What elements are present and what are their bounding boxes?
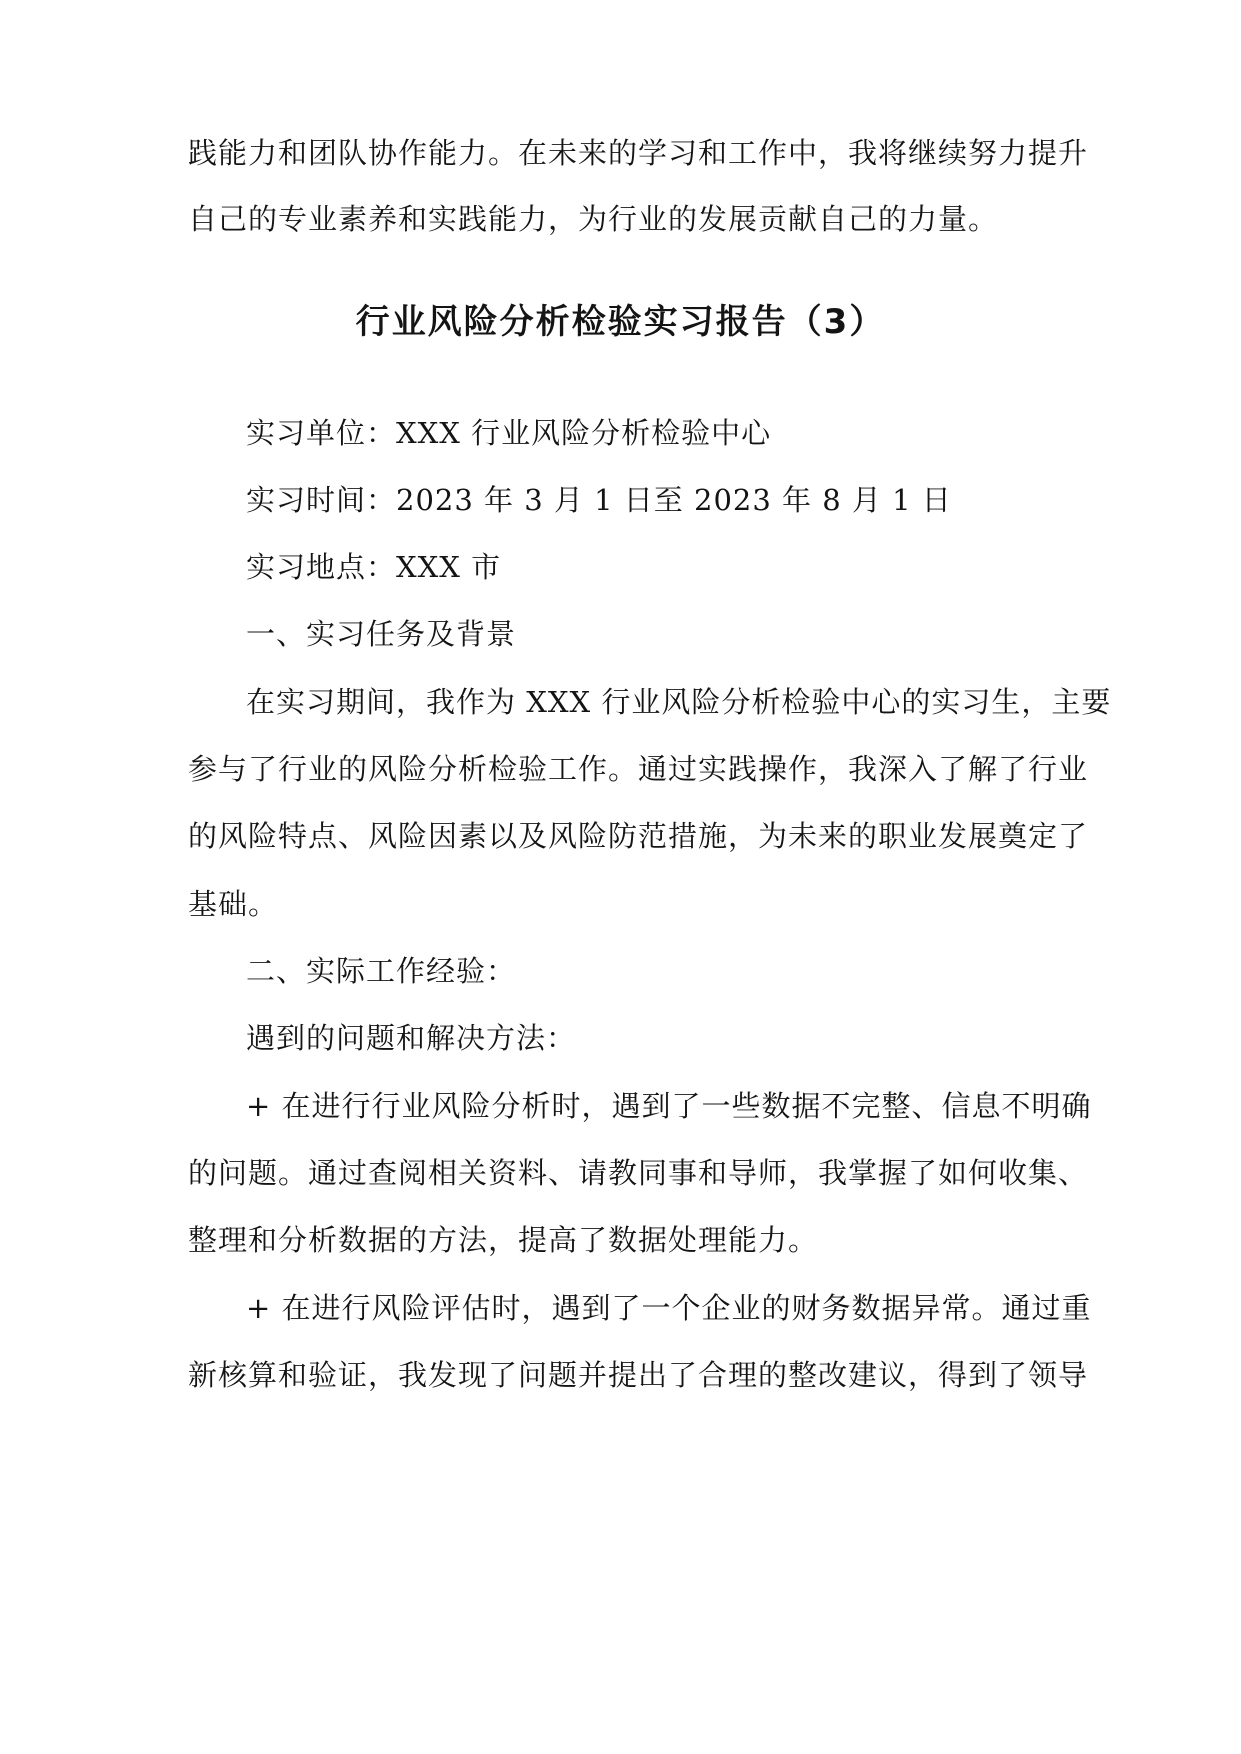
report-title: 行业风险分析检验实习报告（3）	[355, 302, 886, 342]
section-1-line-4: 基础。	[188, 887, 279, 921]
internship-unit: 实习单位：XXX 行业风险分析检验中心	[246, 416, 772, 450]
prev-paragraph-line-2: 自己的专业素养和实践能力，为行业的发展贡献自己的力量。	[188, 202, 999, 236]
section-2-subheading: 遇到的问题和解决方法：	[246, 1021, 577, 1055]
section-1-line-1: 在实习期间，我作为 XXX 行业风险分析检验中心的实习生，主要	[246, 685, 1112, 719]
section-1-line-2: 参与了行业的风险分析检验工作。通过实践操作，我深入了解了行业	[188, 752, 1089, 786]
section-1-heading: 一、实习任务及背景	[246, 617, 517, 651]
item-1-line-3: 整理和分析数据的方法，提高了数据处理能力。	[188, 1223, 819, 1257]
section-2-heading: 二、实际工作经验：	[246, 954, 517, 988]
prev-paragraph-line-1: 践能力和团队协作能力。在未来的学习和工作中，我将继续努力提升	[188, 136, 1089, 170]
internship-time: 实习时间：2023 年 3 月 1 日至 2023 年 8 月 1 日	[246, 483, 952, 517]
section-1-line-3: 的风险特点、风险因素以及风险防范措施，为未来的职业发展奠定了	[188, 819, 1089, 853]
item-1-line-2: 的问题。通过查阅相关资料、请教同事和导师，我掌握了如何收集、	[188, 1156, 1089, 1190]
item-2-line-1: + 在进行风险评估时，遇到了一个企业的财务数据异常。通过重	[246, 1291, 1092, 1325]
item-2-line-2: 新核算和验证，我发现了问题并提出了合理的整改建议，得到了领导	[188, 1358, 1089, 1392]
internship-place: 实习地点：XXX 市	[246, 550, 502, 584]
item-1-line-1: + 在进行行业风险分析时，遇到了一些数据不完整、信息不明确	[246, 1089, 1092, 1123]
